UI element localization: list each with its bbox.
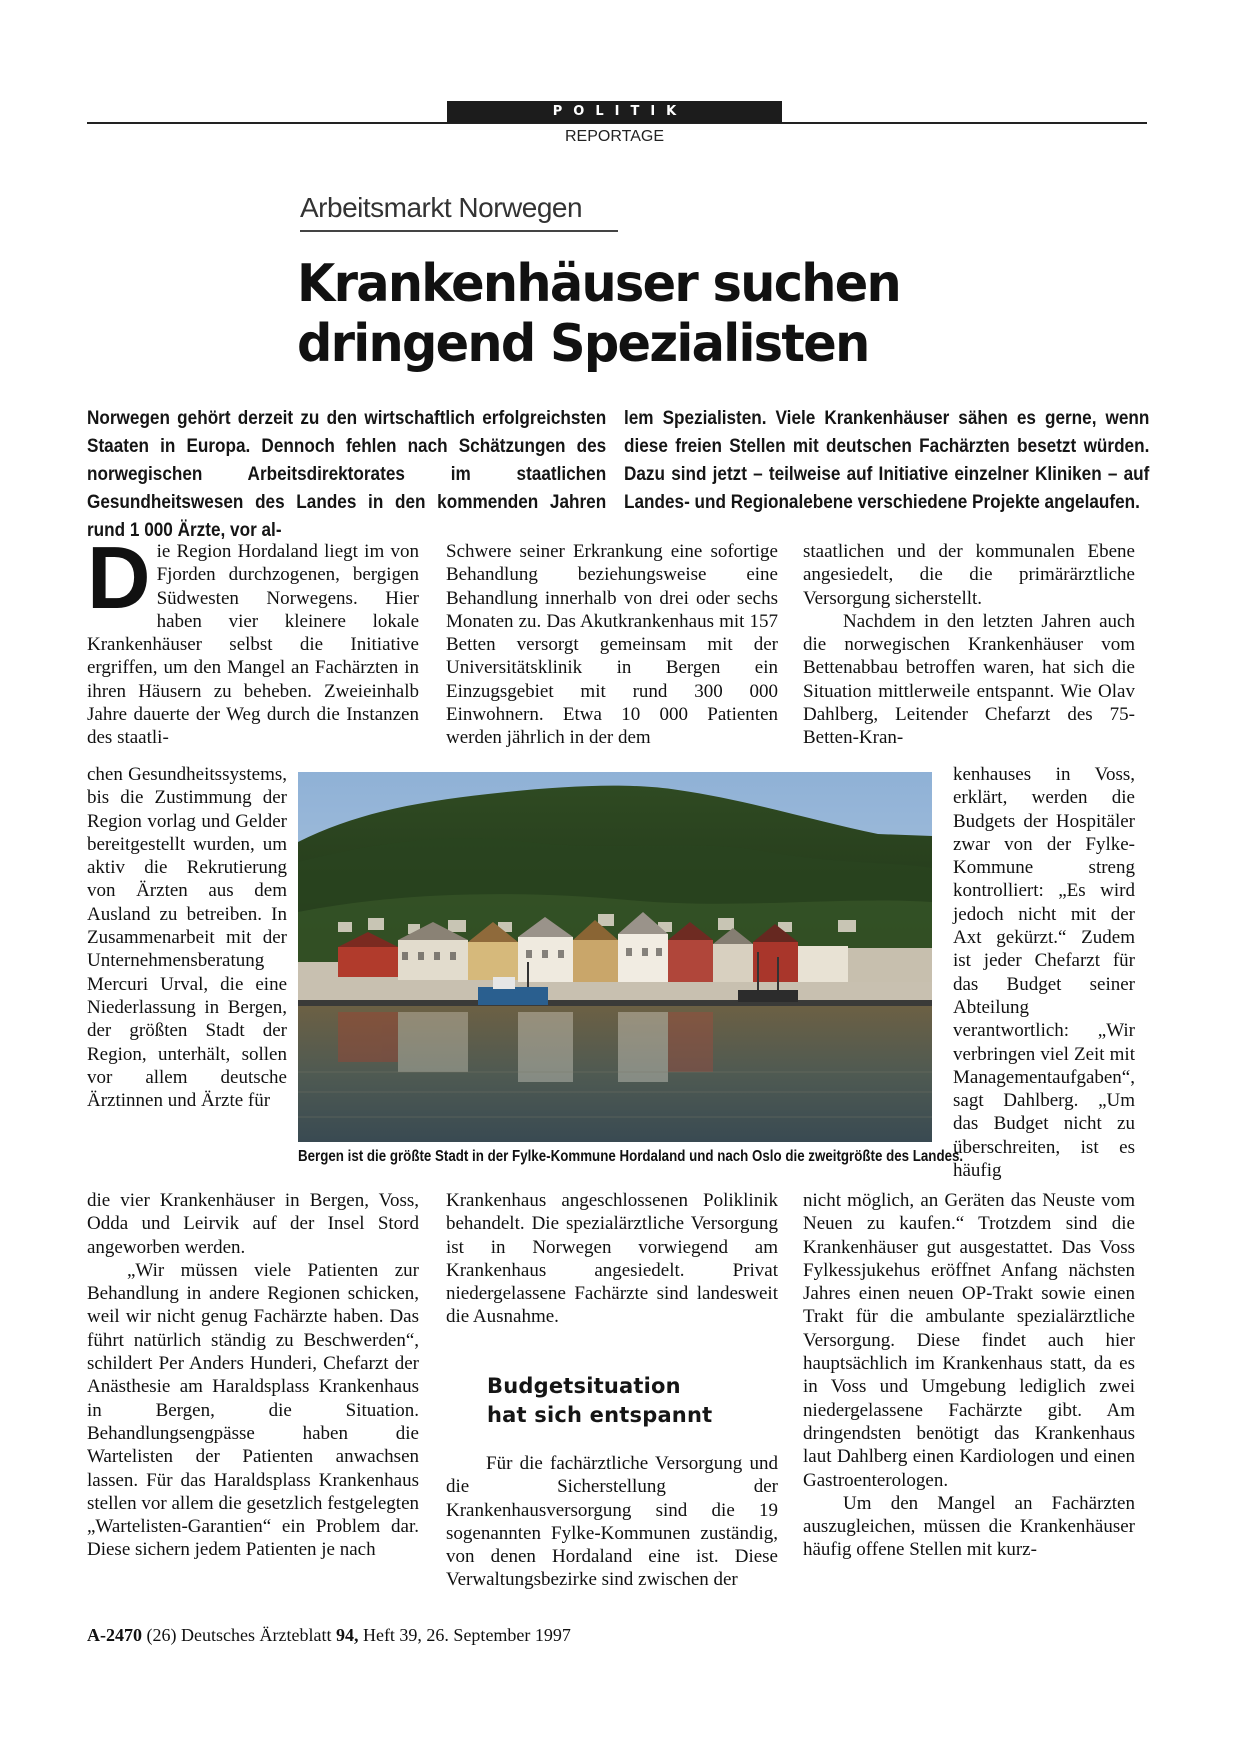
column-3-top xyxy=(803,540,1135,750)
lead-left: Norwegen gehört derzeit zu den wirtschaftlich erfolgreichsten Staaten in Europa. Dennoch fehlen nach Schätzungen des norwegischen Arbeitsdirektorates im staatlichen Gesundheitswesen des Landes in den kommenden Jahren rund 1 000 Ärzte, vor al- xyxy=(87,407,607,541)
column-3-paragraph: Um den Mangel an Fachärzten auszugleichen, müssen die Krankenhäuser häufig offene Stellen mit kurz- xyxy=(803,1492,1135,1561)
article-kicker: Arbeitsmarkt Norwegen xyxy=(300,192,583,223)
subsection-label: REPORTAGE xyxy=(565,128,664,145)
column-1-bottom xyxy=(87,1189,419,1562)
harbour-illustration xyxy=(298,772,932,1142)
headline-line-1: Krankenhäuser suchen xyxy=(297,254,900,314)
photo-caption: Bergen ist die größte Stadt in der Fylke-Kommune Hordaland und nach Oslo die zweitgrößte des Landes. xyxy=(298,1148,964,1165)
subheading xyxy=(487,1372,767,1430)
column-2-after-subhead xyxy=(446,1452,778,1592)
section-label: POLITIK xyxy=(447,101,782,123)
page-footer xyxy=(87,1625,571,1646)
column-2-top: Schwere seiner Erkrankung eine sofortige Behandlung beziehungsweise eine Behandlung innerhalb von drei oder sechs Monaten zu. Das Akutkrankenhaus mit 157 Betten versorgt gemeinsam mit der Universitätsklinik in Bergen ein Einzugsgebiet mit rund 300 000 Einwohnern. Etwa 10 000 Patienten werden jährlich in der dem xyxy=(446,541,778,749)
volume-number: 94, xyxy=(335,1625,359,1645)
kicker-underline xyxy=(300,230,618,232)
column-1-paragraph: die vier Krankenhäuser in Bergen, Voss, Odda und Leirvik auf der Insel Stord angeworben werden. xyxy=(87,1190,419,1258)
column-3-paragraph: nicht möglich, an Geräten das Neuste vom Neuen zu kaufen.“ Trotzdem sind die Krankenhäuser gut ausgestattet. Das Voss Fylkessjukehus eröffnet Anfang nächsten Jahres einen neuen OP-Trakt sowie einen Trakt für die ambulante spezialärztliche Versorgung. Diese findet auch hier hauptsächlich im Krankenhaus statt, da es in Voss und Umgebung lediglich zwei niedergelassene Fachärzte gibt. Am dringendsten benötigt das Krankenhaus laut Dahlberg einen Kardiologen und einen Gastroenterologen. xyxy=(803,1190,1135,1491)
headline-line-2: dringend Spezialisten xyxy=(297,314,869,374)
page-number: (26) xyxy=(146,1625,177,1645)
column-2-bottom xyxy=(446,1189,778,1329)
column-2-paragraph: Krankenhaus angeschlossenen Poliklinik behandelt. Die spezialärztliche Versorgung ist in Norwegen vorwiegend am Krankenhaus angesiedelt. Privat niedergelassene Fachärzte sind landesweit die Ausnahme. xyxy=(446,1190,778,1328)
column-3-bottom xyxy=(803,1189,1135,1562)
column-1-top xyxy=(87,528,419,750)
column-3-paragraph: staatlichen und der kommunalen Ebene angesiedelt, die die primärärztliche Versorgung sicherstellt. xyxy=(803,541,1135,609)
issue-info: Heft 39, 26. September 1997 xyxy=(362,1625,571,1645)
column-1-paragraph: „Wir müssen viele Patienten zur Behandlung in andere Regionen schicken, weil wir nicht genug Fachärzte haben. Das führt natürlich ständig zu Beschwerden“, schildert Per Anders Hunderi, Chefarzt der Anästhesie am Haraldsplass Krankenhaus in Bergen, die Situation. Behandlungsengpässe haben die Wartelisten der Patienten anwachsen lassen. Für das Haraldsplass Krankenhaus stellen vor allem die gesetzlich festgelegten „Wartelisten-Garantien“ ein Problem dar. Diese sichern jedem Patienten je nach xyxy=(87,1259,419,1561)
subheading-line-1: Budgetsituation xyxy=(487,1374,681,1398)
drop-cap: D xyxy=(87,528,151,627)
bergen-harbour-photo xyxy=(298,772,932,1142)
column-1-top-text: ie Region Hordaland liegt im von Fjorden durchzogenen, bergigen Südwesten Norwegens. Hier haben vier kleinere lokale Krankenhäuser selbst die Initiative ergriffen, um den Mangel an Fachärzten in ihren Häusern zu beheben. Zweieinhalb Jahre dauerte der Weg durch die Instanzen des staatli- xyxy=(87,541,419,749)
page-code: A-2470 xyxy=(87,1625,142,1645)
lead-right: lem Spezialisten. Viele Krankenhäuser sähen es gerne, wenn diese freien Stellen mit deutschen Fachärzten besetzt würden. Dazu sind jetzt – teilweise auf Initiative einzelner Kliniken – auf Landes- und Regionalebene verschiedene Projekte angelaufen. xyxy=(624,407,1150,513)
column-3-paragraph: Nachdem in den letzten Jahren auch die norwegischen Krankenhäuser vom Bettenabbau betroffen waren, hat sich die Situation mittlerweile entspannt. Wie Olav Dahlberg, Leitender Chefarzt des 75-Betten-Kran- xyxy=(803,610,1135,749)
column-3-narrow: kenhauses in Voss, erklärt, werden die Budgets der Hospitäler zwar von der Fylke-Kommune streng kontrolliert: „Es wird jedoch nicht mit der Axt gekürzt.“ Zudem ist jeder Chefarzt für das Budget seiner Abteilung verantwortlich: „Wir verbringen viel Zeit mit Managementaufgaben“, sagt Dahlberg. „Um das Budget nicht zu überschreiten, ist es häufig xyxy=(953,764,1135,1182)
article-headline xyxy=(297,254,1019,374)
column-2-paragraph: Für die fachärztliche Versorgung und die Sicherstellung der Krankenhausversorgung sind die 19 sogenannten Fylke-Kommunen zuständig, von denen Hordaland eine ist. Diese Verwaltungsbezirke sind zwischen der xyxy=(446,1453,778,1591)
subheading-line-2: hat sich entspannt xyxy=(487,1403,713,1427)
column-1-narrow: chen Gesundheitssystems, bis die Zustimmung der Region vorlag und Gelder bereitgestellt wurden, um aktiv die Rekrutierung von Ärzten aus dem Ausland zu betreiben. In Zusammenarbeit mit der Unternehmensberatung Mercuri Urval, die eine Niederlassung in Bergen, der größten Stadt der Region, unterhält, sollen vor allem deutsche Ärztinnen und Ärzte für xyxy=(87,764,287,1112)
publication-name: Deutsches Ärzteblatt xyxy=(181,1625,332,1645)
